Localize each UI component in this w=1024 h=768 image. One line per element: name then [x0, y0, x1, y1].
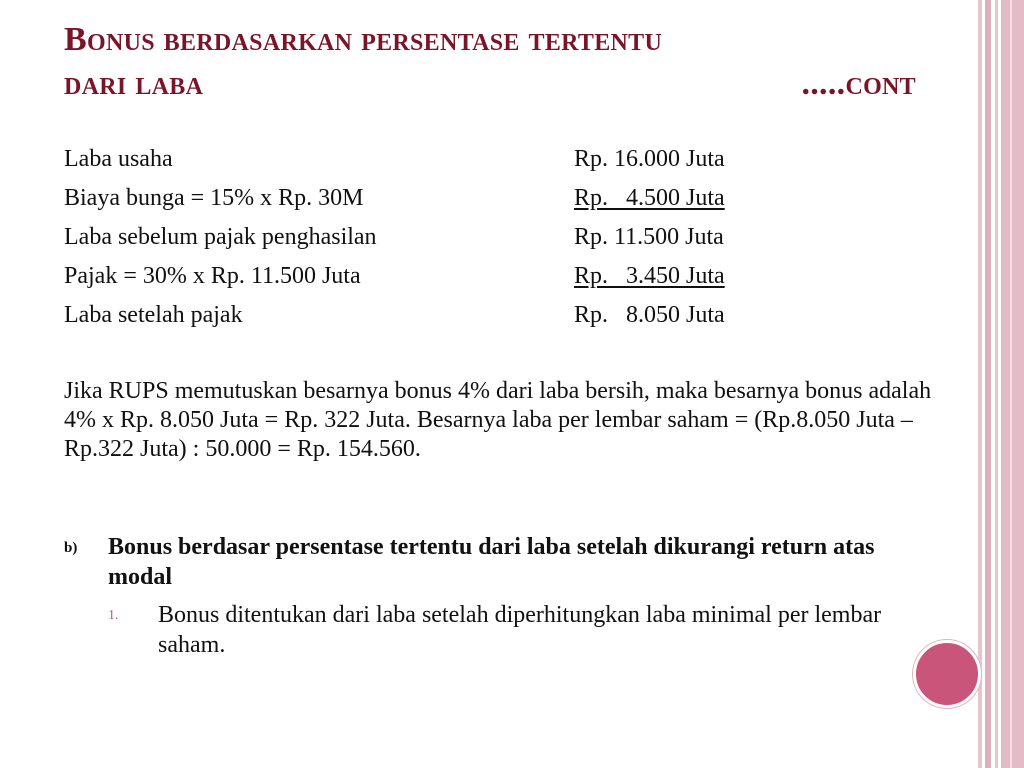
decor-stripe [978, 0, 982, 768]
decor-circle [913, 640, 981, 708]
decor-stripe [1010, 0, 1012, 768]
bullet-b [64, 532, 924, 592]
calc-label: Laba usaha [64, 146, 173, 172]
title-line-2-left: dari laba [64, 65, 204, 102]
calc-row [64, 218, 725, 257]
calc-row [64, 296, 725, 335]
calc-row [64, 140, 725, 179]
calculation-table [64, 140, 725, 335]
calc-label: Laba setelah pajak [64, 302, 243, 328]
calc-label: Biaya bunga = 15% x Rp. 30M [64, 185, 364, 211]
calc-value: Rp. 16.000 Juta [574, 146, 725, 172]
decor-stripe [995, 0, 998, 768]
calc-value: Rp. 4.500 Juta [574, 185, 725, 211]
bullet-text: Bonus berdasar persentase tertentu dari laba setelah dikurangi return atas modal [108, 534, 875, 590]
sub-bullet-1 [108, 600, 918, 660]
calc-label: Laba sebelum pajak penghasilan [64, 224, 377, 250]
calc-row [64, 179, 725, 218]
calc-row [64, 257, 725, 296]
bullet-marker: b) [64, 540, 78, 556]
calc-value: Rp. 3.450 Juta [574, 263, 725, 289]
sub-bullet-marker: 1. [108, 608, 119, 623]
calc-label: Pajak = 30% x Rp. 11.500 Juta [64, 263, 361, 289]
calc-value: Rp. 11.500 Juta [574, 224, 724, 250]
title-line-1: Bonus berdasarkan persentase tertentu [64, 21, 663, 58]
sub-bullet-text: Bonus ditentukan dari laba setelah diperhitungkan laba minimal per lembar saham. [158, 602, 882, 658]
explanation-paragraph: Jika RUPS memutuskan besarnya bonus 4% dari laba bersih, maka besarnya bonus adalah 4% x Rp. 8.050 Juta = Rp. 322 Juta. Besarnya laba per lembar saham = (Rp.8.050 Juta – Rp.322 Juta) : 50.000 = Rp. 154.560. [64, 378, 932, 462]
slide-title [64, 18, 934, 106]
title-cont: .....cont [801, 65, 916, 102]
title-line-2 [64, 62, 916, 106]
decor-stripe [985, 0, 991, 768]
calc-value: Rp. 8.050 Juta [574, 302, 725, 328]
decor-stripe [1001, 0, 1024, 768]
